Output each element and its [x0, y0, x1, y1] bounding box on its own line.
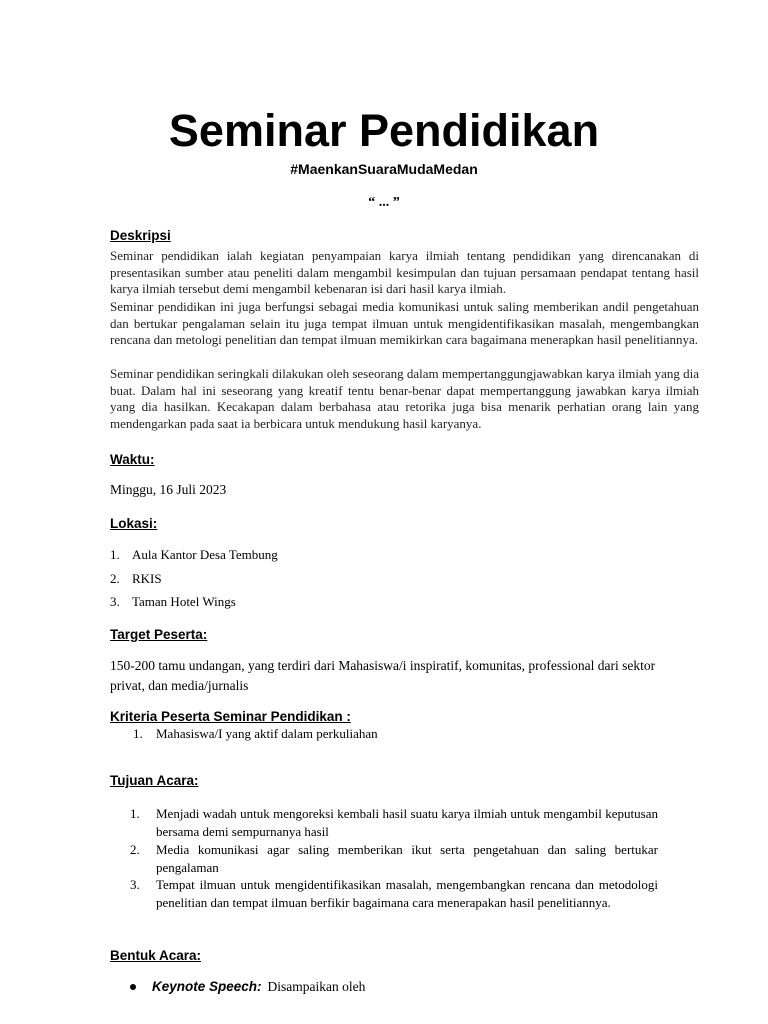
deskripsi-paragraph-3: Seminar pendidikan seringkali dilakukan oleh seseorang dalam mempertanggungjawabkan karya ilmiah yang dia buat. Dalam hal ini seseorang yang kreatif tentu benar-benar dapat mempertanggung jawabkan karya ilmiah yang dia hasilkan. Kecakapan dalam berbahasa atau retorika juga bisa menarik perhatian orang lain yang mendengarkan pada saat ia berbicara untuk mendukung hasil karyanya.: [110, 366, 699, 431]
tujuan-item-2-text: Media komunikasi agar saling memberikan ikut serta pengetahuan dan saling bertukar pengalaman: [156, 842, 658, 875]
tujuan-item-3: [130, 876, 658, 911]
lokasi-item-2-text: RKIS: [132, 571, 162, 586]
deskripsi-paragraph-1: Seminar pendidikan ialah kegiatan penyampaian karya ilmiah tentang pendidikan yang direncanakan di presentasikan sumber atau peneliti dalam mengambil kesimpulan dan tujuan persamaan pendapat tentang hasil karya ilmiah tersebut demi mengambil kebenaran isi dari hasil karya ilmiah.: [110, 248, 699, 296]
tujuan-item-1: [130, 805, 658, 840]
tujuan-item-1-number: 1.: [130, 806, 140, 821]
bentuk-item-1-text: Disampaikan oleh: [267, 979, 366, 994]
kriteria-item-1: [133, 725, 533, 742]
lokasi-item-3-text: Taman Hotel Wings: [132, 594, 236, 609]
lokasi-item-3-number: 3.: [110, 594, 120, 609]
kriteria-item-1-text: Mahasiswa/I yang aktif dalam perkuliahan: [156, 726, 378, 741]
target-line-2: privat, dan media/jurnalis: [110, 678, 249, 693]
waktu-value: Minggu, 16 Juli 2023: [110, 482, 227, 497]
hashtag: #MaenkanSuaraMudaMedan: [290, 161, 478, 177]
tujuan-item-1-text: Menjadi wadah untuk mengoreksi kembali hasil suatu karya ilmiah untuk mengambil keputusan bersama demi sempurnanya hasil: [156, 806, 658, 839]
bullet-dot-icon: [130, 984, 136, 990]
tujuan-item-3-text: Tempat ilmuan untuk mengidentifikasikan masalah, mengembangkan rencana dan metodologi penelitian dan tempat ilmuan berfikir bagaimana cara menerapakan hasil penelitiannya.: [156, 877, 658, 910]
lokasi-item-1: [110, 546, 410, 563]
lokasi-item-1-number: 1.: [110, 547, 120, 562]
bentuk-item-1: [130, 978, 365, 995]
deskripsi-heading: Deskripsi: [110, 228, 171, 243]
waktu-heading: Waktu:: [110, 452, 155, 467]
kriteria-item-1-number: 1.: [133, 726, 143, 741]
lokasi-heading: Lokasi:: [110, 516, 158, 531]
bentuk-heading: Bentuk Acara:: [110, 948, 202, 963]
lokasi-item-3: [110, 593, 410, 610]
quote-placeholder: “ ... ”: [368, 195, 400, 210]
lokasi-item-1-text: Aula Kantor Desa Tembung: [132, 547, 278, 562]
tujuan-item-2: [130, 841, 658, 876]
target-heading: Target Peserta:: [110, 627, 208, 642]
tujuan-heading: Tujuan Acara:: [110, 773, 199, 788]
lokasi-item-2: [110, 570, 410, 587]
target-line-1: 150-200 tamu undangan, yang terdiri dari Mahasiswa/i inspiratif, komunitas, professional dari sektor: [110, 658, 656, 673]
lokasi-item-2-number: 2.: [110, 571, 120, 586]
bentuk-item-1-label: Keynote Speech:: [152, 979, 262, 994]
tujuan-item-2-number: 2.: [130, 842, 140, 857]
deskripsi-paragraph-2: Seminar pendidikan ini juga berfungsi sebagai media komunikasi untuk saling memberikan andil pengetahuan dan bertukar pengalaman selain itu juga tempat ilmuan untuk mengidentifikasikan masalah, mengembangkan rencana dan metologi penelitian dan tempat ilmuan memikirkan cara bagaimana menerapkan hasil penelitiannya.: [110, 299, 699, 347]
kriteria-heading: Kriteria Peserta Seminar Pendidikan :: [110, 709, 351, 724]
document-title: Seminar Pendidikan: [168, 105, 600, 156]
tujuan-item-3-number: 3.: [130, 877, 140, 892]
